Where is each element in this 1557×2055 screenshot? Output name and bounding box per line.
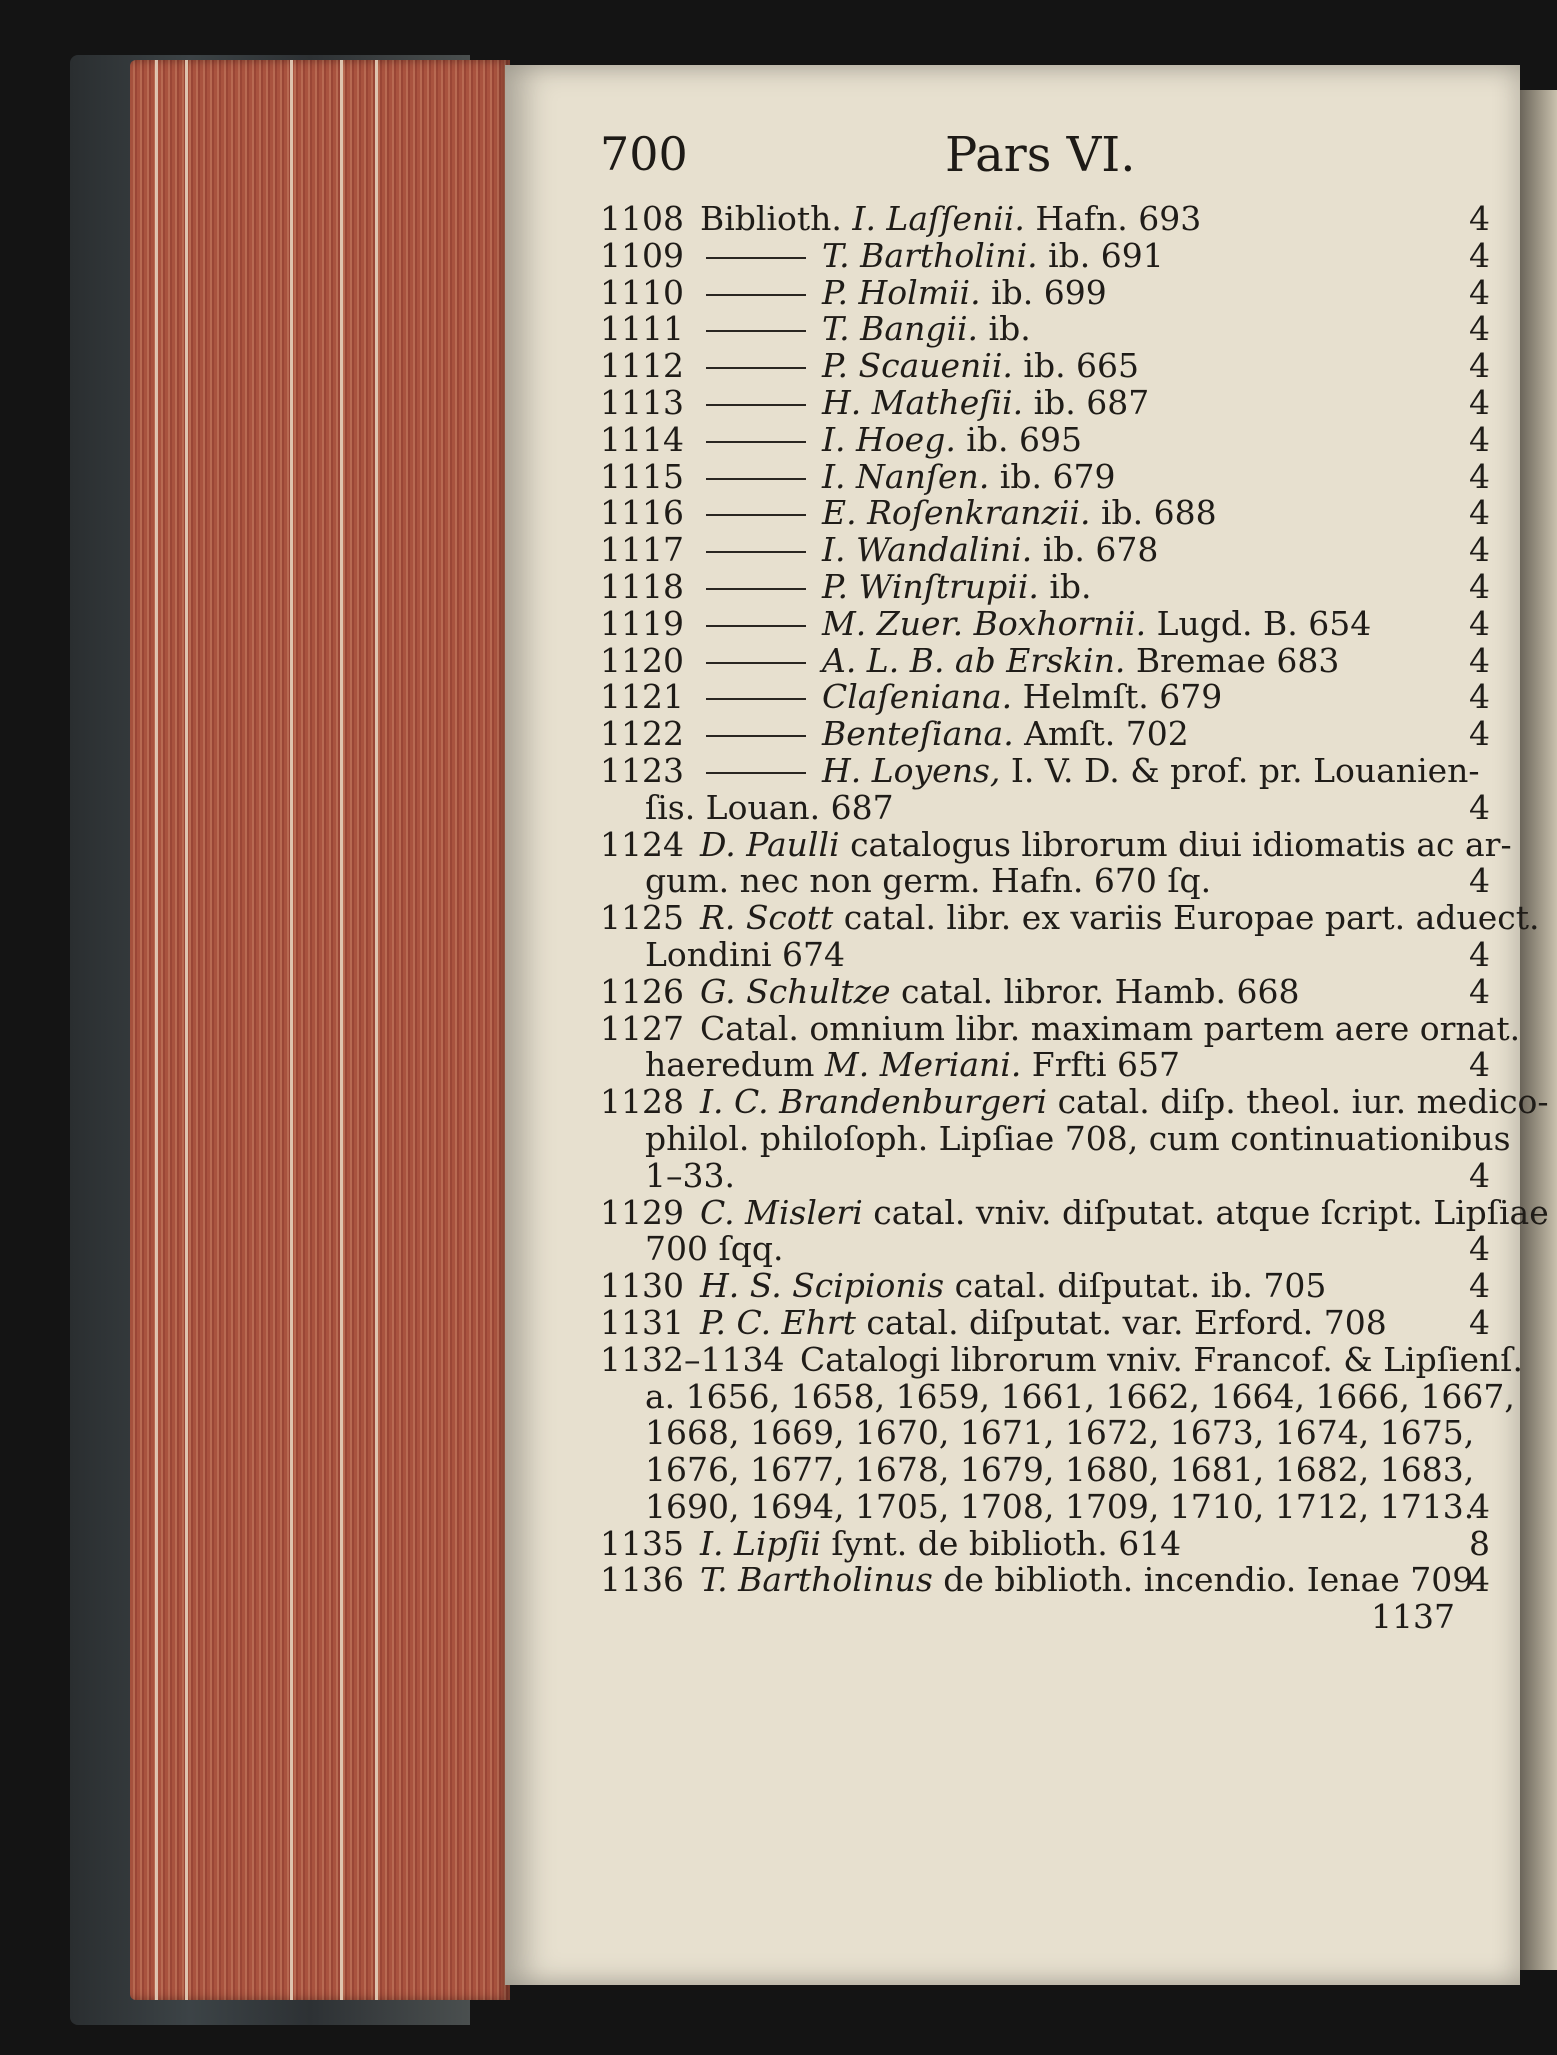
entry-number: 1109 [600,235,684,275]
entry-text: P. Holmii. ib. 699 [700,275,1107,312]
entry-1129-continuation [600,1231,1490,1268]
entry-1123 [600,750,1490,790]
entry-number: 1131 [600,1302,684,1342]
section-title: Pars VI. [945,127,1136,183]
entry-number: 1136 [600,1560,684,1600]
ditto-dash [706,294,806,296]
entry-text: H. Loyens, I. V. D. & prof. pr. Louanien- [700,753,1480,790]
entry-text: I. Lipſii ſynt. de biblioth. 614 [700,1523,1182,1563]
entry-1116 [600,495,1490,532]
entry-text: 1668, 1669, 1670, 1671, 1672, 1673, 1674, 1675, [645,1413,1475,1453]
entry-list [600,199,1549,1637]
catchword-line [600,1599,1490,1636]
entry-text: Benteſiana. Amſt. 702 [700,716,1189,753]
entry-1111 [600,311,1490,348]
entry-number: 1117 [600,530,684,570]
entry-number: 1110 [600,272,684,312]
entry-number: 1132–1134 [600,1339,785,1379]
entry-1123-continuation [600,787,1490,827]
entry-1132-continuation [600,1452,1490,1489]
entry-number: 1127 [600,1008,684,1048]
book-page [505,65,1549,1985]
entry-text: Londini 674 [645,934,845,974]
page-edges [130,60,510,2000]
ditto-dash [706,698,806,700]
entry-text: haeredum M. Meriani. Frfti 657 [645,1045,1180,1085]
entry-1129 [600,1192,1549,1232]
entry-text: I. Nanſen. ib. 679 [700,459,1115,496]
entry-text: M. Zuer. Boxhornii. Lugd. B. 654 [700,606,1371,643]
format-size: 4 [1469,235,1490,275]
running-header [505,127,1520,187]
format-size: 4 [1469,1266,1490,1306]
entry-1132-1134 [600,1339,1523,1379]
entry-text: E. Roſenkranzii. ib. 688 [700,495,1217,532]
format-size: 4 [1469,346,1490,386]
ditto-dash [706,478,806,480]
entry-1125-continuation [600,934,1490,974]
format-size: 4 [1469,1155,1490,1195]
entry-1130 [600,1268,1490,1305]
format-size: 4 [1469,199,1490,238]
entry-1128-continuation [600,1155,1490,1195]
entry-text: Catalogi librorum vniv. Francof. & Lipſienſ. [800,1339,1523,1379]
format-size: 4 [1469,1486,1490,1526]
entry-1125 [600,898,1540,938]
entry-1128-continuation [600,1118,1511,1158]
format-size: 4 [1469,419,1490,459]
entry-text: D. Paulli catalogus librorum diui idiomatis ac ar- [700,824,1512,864]
entry-1110 [600,272,1490,312]
entry-number: 1114 [600,419,684,459]
entry-number: 1118 [600,566,684,606]
format-size: 4 [1469,714,1490,754]
facing-page-edge [1520,90,1557,1970]
entry-1126 [600,971,1490,1011]
entry-1113 [600,382,1490,422]
format-size: 4 [1469,1302,1490,1342]
entry-1115 [600,456,1490,496]
format-size: 8 [1469,1523,1490,1563]
entry-number: 1111 [600,309,684,349]
entry-text: T. Bangii. ib. [700,311,1031,348]
entry-text: ſis. Louan. 687 [645,787,894,827]
entry-text: G. Schultze catal. libror. Hamb. 668 [700,971,1300,1011]
entry-text: Claſeniana. Helmſt. 679 [700,679,1222,716]
page-number: 700 [600,127,688,181]
entry-number: 1126 [600,971,684,1011]
entry-number: 1113 [600,382,684,422]
format-size: 4 [1469,566,1490,606]
entry-number: 1116 [600,493,684,533]
entry-text: gum. nec non germ. Hafn. 670 ſq. [645,861,1212,901]
ditto-dash [706,551,806,553]
format-size: 4 [1469,787,1490,827]
entry-text: P. C. Ehrt catal. diſputat. var. Erford. 708 [700,1302,1387,1342]
entry-1127-continuation [600,1047,1490,1084]
entry-1132-continuation [600,1415,1490,1452]
entry-1132-continuation [600,1376,1515,1416]
entry-text: H. Matheſii. ib. 687 [700,385,1149,422]
entry-number: 1128 [600,1082,684,1122]
entry-text: A. L. B. ab Erskin. Bremae 683 [700,643,1339,680]
ditto-dash [706,257,806,259]
ditto-dash [706,367,806,369]
format-size: 4 [1469,677,1490,717]
entry-1120 [600,640,1490,680]
entry-1135 [600,1523,1490,1563]
entry-1124-continuation [600,863,1490,900]
format-size: 4 [1469,603,1490,643]
ditto-dash [706,662,806,664]
format-size: 4 [1469,1045,1490,1085]
format-size: 4 [1469,640,1490,680]
entry-text: a. 1656, 1658, 1659, 1661, 1662, 1664, 1666, 1667, [645,1376,1515,1416]
entry-text: C. Misleri catal. vniv. diſputat. atque ſcript. Lipſiae [700,1192,1549,1232]
entry-1136 [600,1562,1490,1599]
entry-number: 1119 [600,603,684,643]
entry-text: R. Scott catal. libr. ex variis Europae part. aduect. [700,898,1540,938]
format-size: 4 [1469,1560,1490,1600]
format-size: 4 [1469,934,1490,974]
entry-text: T. Bartholinus de biblioth. incendio. Ienae 709 [700,1560,1474,1600]
entry-1108 [600,201,1490,238]
format-size: 4 [1469,530,1490,570]
entry-text: philol. philoſoph. Lipſiae 708, cum continuationibus [645,1118,1511,1158]
ditto-dash [706,404,806,406]
entry-1109 [600,235,1490,275]
entry-text: 1–33. [645,1155,735,1195]
entry-text: 1676, 1677, 1678, 1679, 1680, 1681, 1682, 1683, [645,1450,1475,1490]
entry-text: I. Wandalini. ib. 678 [700,532,1158,569]
entry-1112 [600,348,1490,385]
ditto-dash [706,772,806,774]
ditto-dash [706,625,806,627]
ditto-dash [706,514,806,516]
format-size: 4 [1469,861,1490,901]
entry-text: 700 ſqq. [645,1229,784,1269]
format-size: 4 [1469,493,1490,533]
format-size: 4 [1469,456,1490,496]
entry-1124 [600,824,1512,864]
entry-number: 1124 [600,824,684,864]
entry-text: T. Bartholini. ib. 691 [700,238,1164,275]
entry-text: Catal. omnium libr. maximam partem aere ornat. [700,1008,1521,1048]
entry-1121 [600,679,1490,716]
entry-number: 1115 [600,456,684,496]
entry-1122 [600,716,1490,753]
entry-number: 1125 [600,898,684,938]
entry-number: 1108 [600,199,684,238]
ditto-dash [706,588,806,590]
entry-text: P. Scauenii. ib. 665 [700,348,1139,385]
format-size: 4 [1469,272,1490,312]
entry-1128 [600,1082,1549,1122]
entry-number: 1123 [600,750,684,790]
entry-number: 1112 [600,346,684,386]
entry-1114 [600,419,1490,459]
format-size: 4 [1469,382,1490,422]
entry-number: 1120 [600,640,684,680]
format-size: 4 [1469,1229,1490,1269]
entry-number: 1122 [600,714,684,754]
entry-number: 1129 [600,1192,684,1232]
entry-text: I. C. Brandenburgeri catal. diſp. theol. iur. medico- [700,1082,1549,1122]
ditto-dash [706,441,806,443]
entry-number: 1130 [600,1266,684,1306]
entry-1131 [600,1302,1490,1342]
entry-1119 [600,603,1490,643]
entry-1117 [600,532,1490,569]
entry-1132-continuation [600,1486,1490,1526]
entry-number: 1135 [600,1523,684,1563]
entry-text: Biblioth. I. Laſſenii. Hafn. 693 [700,199,1202,238]
entry-number: 1121 [600,677,684,717]
catchword: 1137 [1371,1597,1455,1637]
entry-1127 [600,1008,1521,1048]
entry-text: 1690, 1694, 1705, 1708, 1709, 1710, 1712, 1713. [645,1486,1475,1526]
ditto-dash [706,735,806,737]
entry-text: H. S. Scipionis catal. diſputat. ib. 705 [700,1266,1327,1306]
ditto-dash [706,330,806,332]
entry-text: I. Hoeg. ib. 695 [700,422,1082,459]
entry-1118 [600,566,1490,606]
format-size: 4 [1469,971,1490,1011]
entry-text: P. Winſtrupii. ib. [700,569,1092,606]
format-size: 4 [1469,309,1490,349]
